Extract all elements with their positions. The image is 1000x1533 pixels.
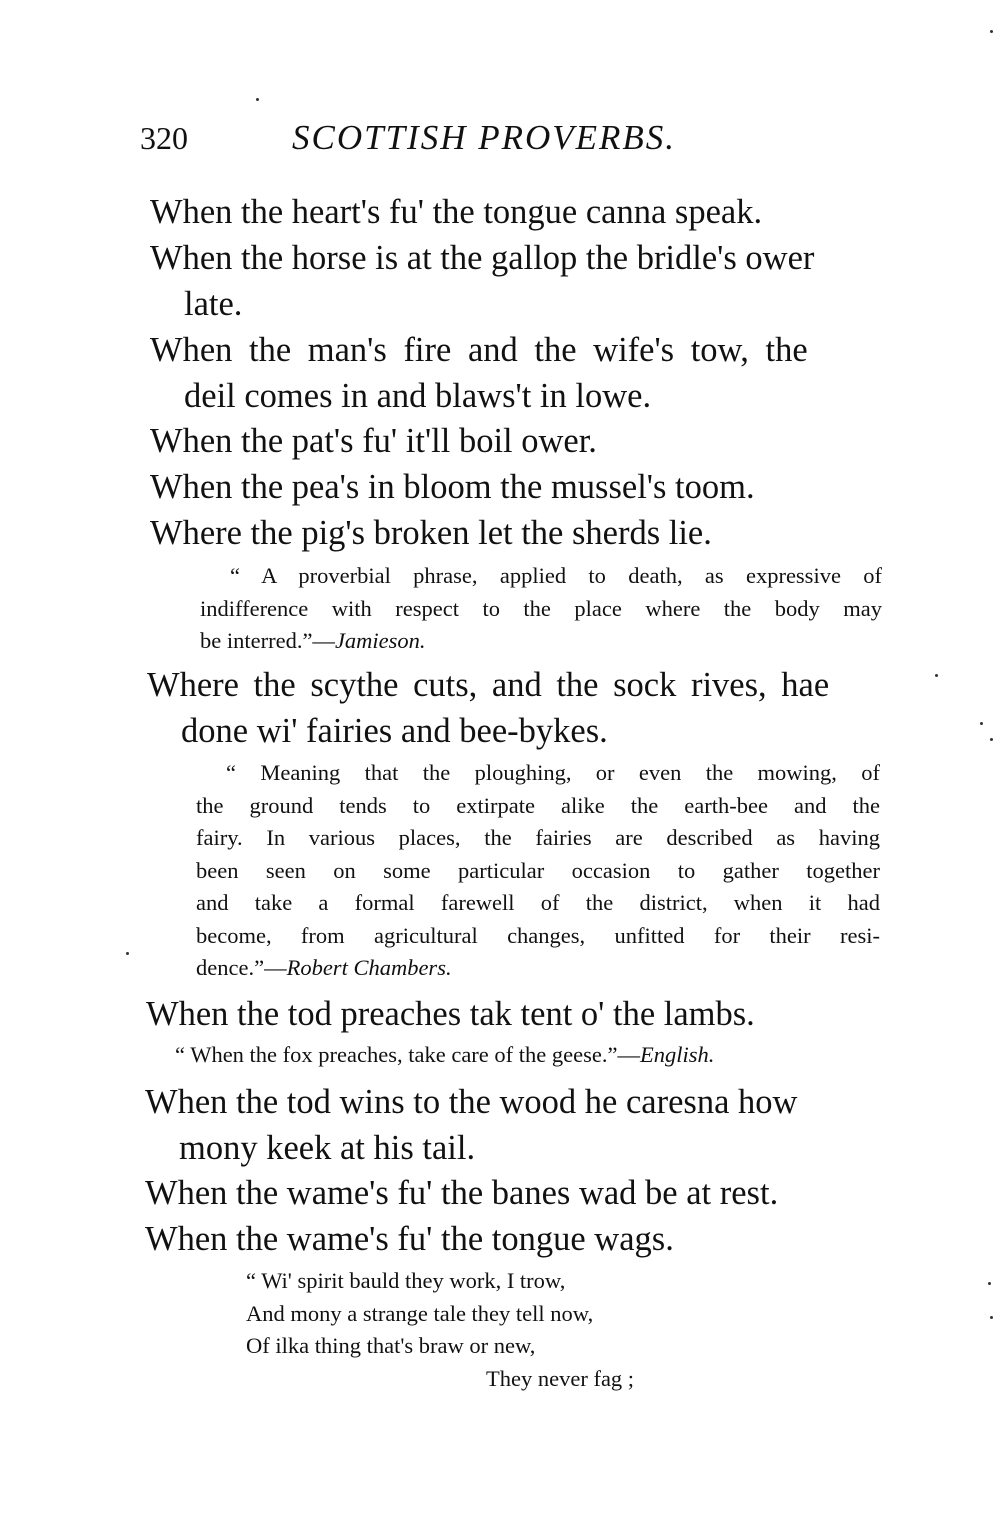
proverb-entry (150, 189, 762, 235)
running-head (140, 118, 676, 158)
note-attribution: Jamieson. (334, 628, 426, 653)
scan-speck (256, 98, 259, 101)
scan-speck (990, 30, 993, 33)
proverb-continuation: mony keek at his tail. (179, 1129, 476, 1167)
proverb-continuation: late. (184, 285, 243, 323)
poem-line: And mony a strange tale they tell now, (246, 1300, 594, 1326)
note-line: indifference with respect to the place where the body may (200, 595, 882, 621)
note-line: become, from agricultural changes, unfitted for their resi- (196, 922, 880, 948)
scan-speck (935, 674, 938, 677)
scan-speck (990, 738, 993, 741)
proverb-entry (145, 1079, 797, 1171)
proverb-continuation: done wi' fairies and bee-bykes. (181, 712, 608, 750)
proverb-line: When the pat's fu' it'll boil ower. (150, 422, 597, 460)
proverb-line: When the horse is at the gallop the bridle's ower (150, 239, 815, 277)
proverb-entry (146, 991, 755, 1037)
poem-quotation (246, 1265, 634, 1395)
proverb-entry (150, 235, 814, 327)
scan-speck (980, 722, 983, 725)
note-line: “ A proverbial phrase, applied to death, as expressive of (230, 563, 882, 588)
note-line: fairy. In various places, the fairies are described as having (196, 825, 880, 850)
note-line (175, 1039, 714, 1072)
note-attribution: Robert Chambers. (286, 955, 452, 980)
scan-speck (126, 952, 129, 955)
note-line: and take a formal farewell of the district, when it had (196, 890, 880, 915)
proverb-note (200, 560, 882, 658)
proverb-entry (145, 1170, 778, 1216)
note-line (196, 952, 880, 985)
scan-speck (990, 1316, 993, 1319)
note-line: “ Meaning that the ploughing, or even the mowing, of (226, 760, 880, 785)
poem-line: “ Wi' spirit bauld they work, I trow, (246, 1268, 566, 1293)
proverb-line: Where the scythe cuts, and the sock rives, hae (147, 666, 830, 704)
proverb-line: When the tod wins to the wood he caresna how (145, 1083, 798, 1121)
poem-line: They never fag ; (486, 1365, 635, 1391)
proverb-entry (150, 327, 808, 419)
note-text: dence.”— (196, 955, 287, 980)
proverb-continuation: deil comes in and blaws't in lowe. (184, 377, 652, 415)
proverb-note (175, 1039, 714, 1072)
note-text: be interred.”— (200, 628, 335, 653)
proverb-line: When the tod preaches tak tent o' the lambs. (146, 995, 755, 1033)
proverb-line: Where the pig's broken let the sherds lie. (150, 514, 712, 552)
note-line: been seen on some particular occasion to gather together (196, 857, 880, 883)
note-line (200, 625, 882, 658)
proverb-line: When the man's fire and the wife's tow, the (150, 331, 808, 369)
page-number: 320 (140, 120, 188, 156)
proverb-line: When the pea's in bloom the mussel's toom. (150, 468, 755, 506)
note-attribution: English. (639, 1042, 715, 1067)
note-text: “ When the fox preaches, take care of the geese.”— (175, 1042, 640, 1067)
proverb-line: When the wame's fu' the tongue wags. (145, 1220, 674, 1258)
proverb-entry (150, 418, 597, 464)
proverb-entry (145, 1216, 674, 1262)
proverb-line: When the wame's fu' the banes wad be at rest. (145, 1174, 779, 1212)
scan-speck (988, 1282, 991, 1285)
poem-line: Of ilka thing that's braw or new, (246, 1333, 536, 1358)
proverb-note (196, 757, 880, 985)
page-title: SCOTTISH PROVERBS. (292, 118, 677, 157)
proverb-entry (150, 464, 755, 510)
proverb-entry (147, 662, 829, 754)
proverb-entry (150, 510, 712, 556)
proverb-line: When the heart's fu' the tongue canna speak. (150, 193, 763, 231)
note-line: the ground tends to extirpate alike the earth-bee and the (196, 792, 880, 818)
